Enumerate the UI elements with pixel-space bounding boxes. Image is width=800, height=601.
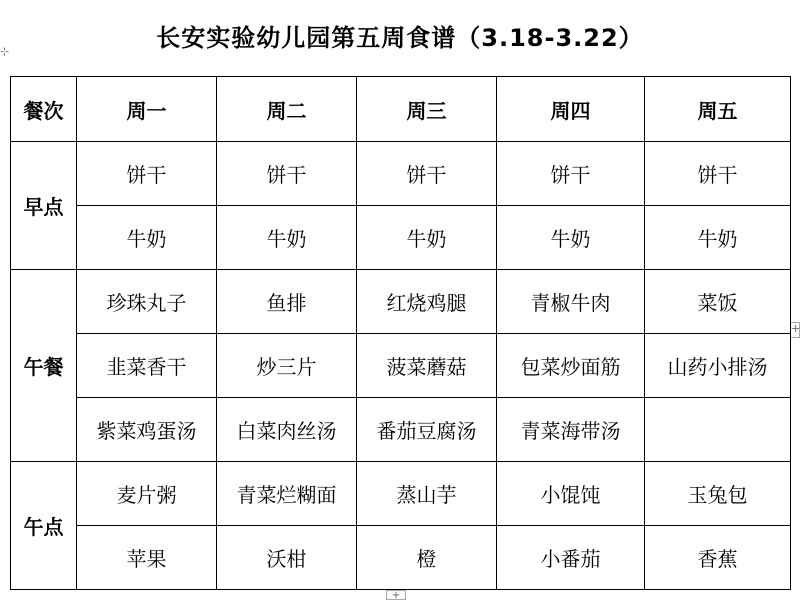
table-cell: 牛奶 (645, 206, 791, 270)
add-row-icon[interactable]: + (386, 590, 406, 600)
header-day: 周三 (357, 77, 497, 142)
table-cell: 小馄饨 (497, 462, 645, 526)
meal-label-lunch: 午餐 (11, 270, 77, 462)
table-cell: 紫菜鸡蛋汤 (77, 398, 217, 462)
table-cell: 饼干 (357, 142, 497, 206)
header-day: 周一 (77, 77, 217, 142)
table-cell: 红烧鸡腿 (357, 270, 497, 334)
table-cell: 饼干 (497, 142, 645, 206)
table-cell: 青菜海带汤 (497, 398, 645, 462)
meal-label-snack: 午点 (11, 462, 77, 590)
table-row (11, 334, 791, 398)
table-cell: 麦片粥 (77, 462, 217, 526)
header-day: 周五 (645, 77, 791, 142)
header-row (11, 77, 791, 142)
table-cell: 牛奶 (77, 206, 217, 270)
table-row (11, 142, 791, 206)
table-cell: 蒸山芋 (357, 462, 497, 526)
table-cell: 鱼排 (217, 270, 357, 334)
header-meal: 餐次 (11, 77, 77, 142)
table-cell: 香蕉 (645, 526, 791, 590)
table-cell: 牛奶 (497, 206, 645, 270)
table-row (11, 206, 791, 270)
table-cell: 青椒牛肉 (497, 270, 645, 334)
header-day: 周四 (497, 77, 645, 142)
table-cell: 小番茄 (497, 526, 645, 590)
add-column-icon[interactable]: + (790, 322, 800, 338)
table-cell: 菜饭 (645, 270, 791, 334)
table-cell: 牛奶 (357, 206, 497, 270)
table-row (11, 270, 791, 334)
table-cell: 炒三片 (217, 334, 357, 398)
table-cell (645, 398, 791, 462)
table-cell: 菠菜蘑菇 (357, 334, 497, 398)
table-cell: 包菜炒面筋 (497, 334, 645, 398)
table-cell: 牛奶 (217, 206, 357, 270)
table-row (11, 526, 791, 590)
table-row (11, 398, 791, 462)
table-cell: 饼干 (77, 142, 217, 206)
meal-label-breakfast: 早点 (11, 142, 77, 270)
table-cell: 饼干 (645, 142, 791, 206)
menu-table (10, 76, 791, 590)
table-cell: 珍珠丸子 (77, 270, 217, 334)
table-cell: 玉兔包 (645, 462, 791, 526)
table-cell: 韭菜香干 (77, 334, 217, 398)
table-cell: 番茄豆腐汤 (357, 398, 497, 462)
table-cell: 白菜肉丝汤 (217, 398, 357, 462)
table-cell: 沃柑 (217, 526, 357, 590)
table-row (11, 462, 791, 526)
page-title: 长安实验幼儿园第五周食谱（3.18-3.22） (156, 24, 644, 52)
header-day: 周二 (217, 77, 357, 142)
table-cell: 山药小排汤 (645, 334, 791, 398)
table-cell: 苹果 (77, 526, 217, 590)
table-cell: 青菜烂糊面 (217, 462, 357, 526)
table-move-handle-icon[interactable]: ⊹ (0, 45, 10, 58)
table-cell: 橙 (357, 526, 497, 590)
table-cell: 饼干 (217, 142, 357, 206)
